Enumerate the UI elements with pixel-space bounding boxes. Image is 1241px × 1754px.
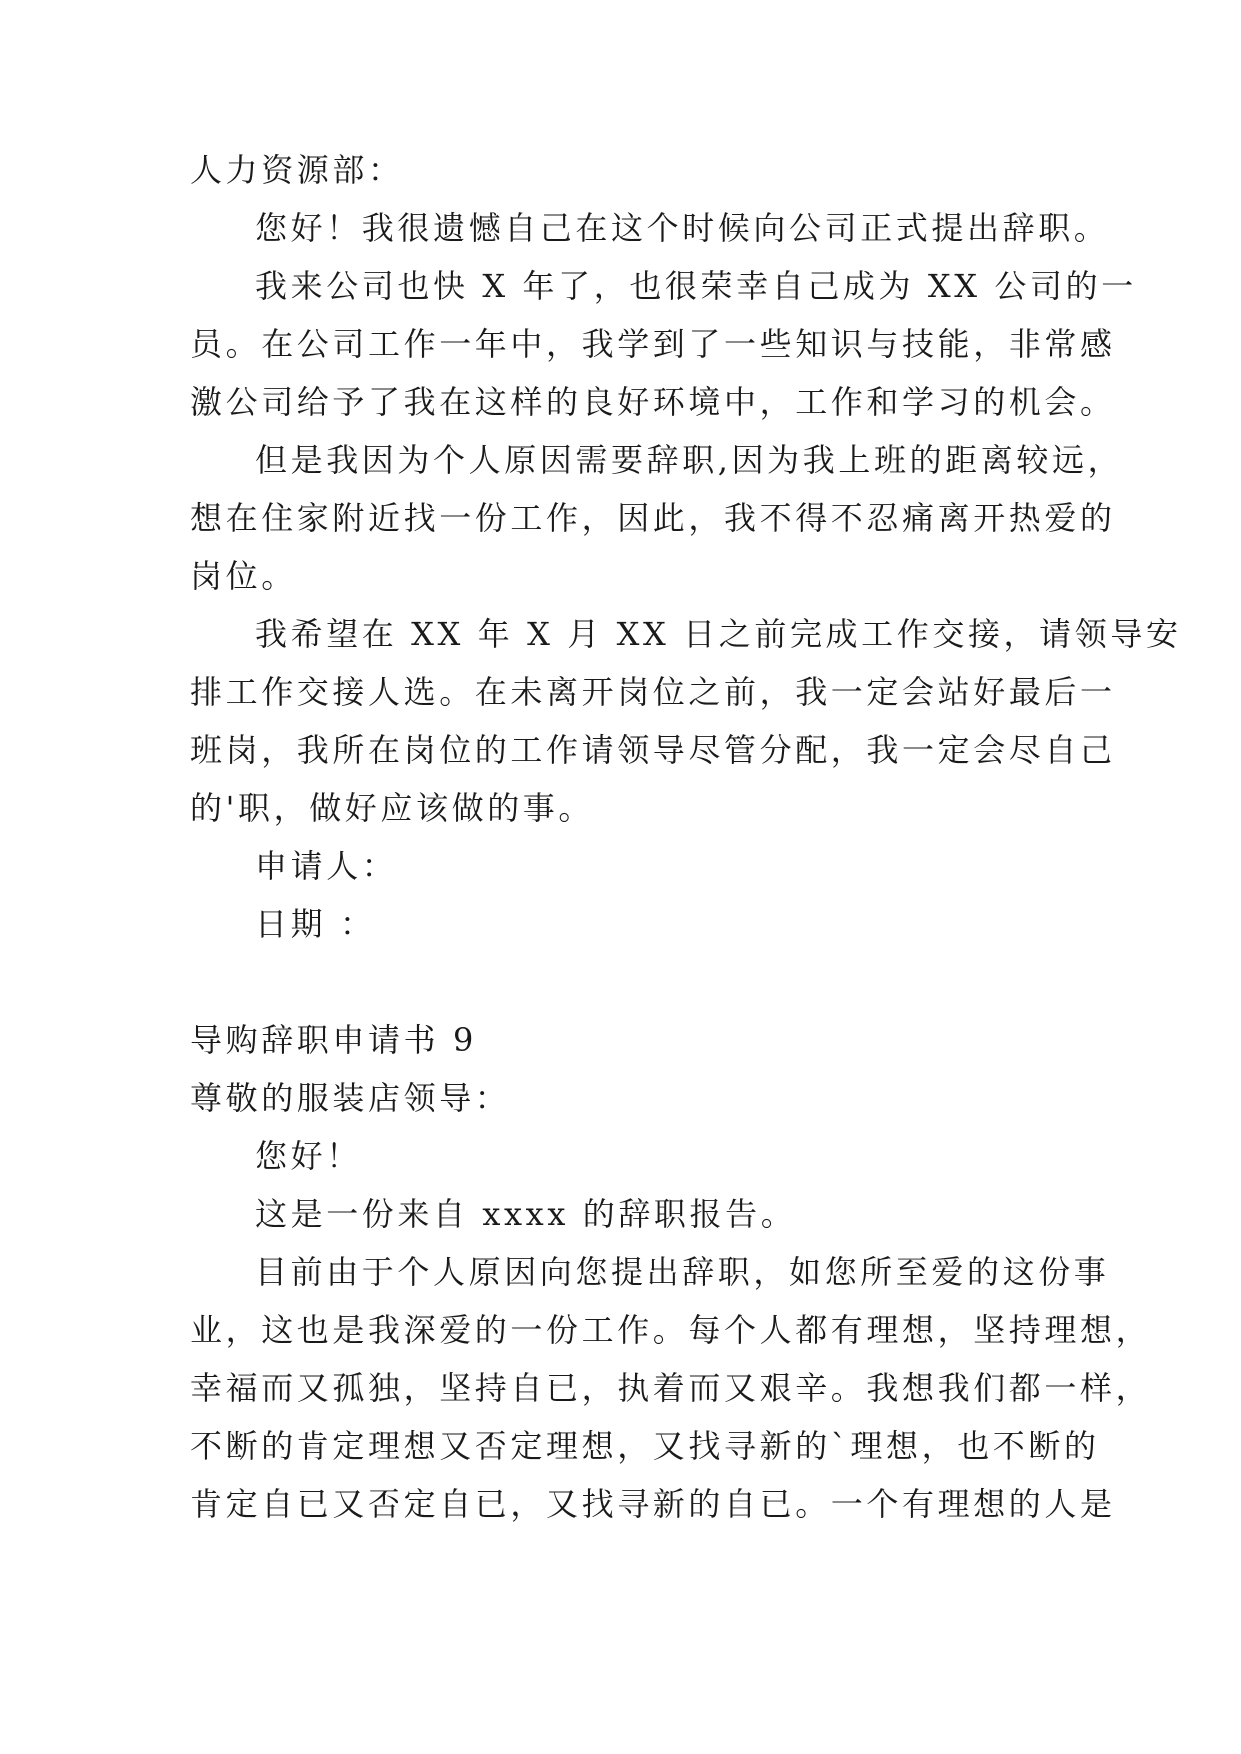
paragraph-line: 肯定自已又否定自已，又找寻新的自已。一个有理想的人是 — [190, 1485, 1116, 1523]
applicant-label: 申请人： — [255, 847, 398, 885]
paragraph-line: 我来公司也快 X 年了，也很荣幸自己成为 XX 公司的一 — [255, 267, 1137, 305]
paragraph-line: 的'职，做好应该做的事。 — [190, 789, 594, 827]
greeting-line: 您好！我很遗憾自己在这个时候向公司正式提出辞职。 — [255, 209, 1110, 247]
paragraph-line: 目前由于个人原因向您提出辞职，如您所至爱的这份事 — [255, 1253, 1110, 1291]
greeting-line: 您好！ — [255, 1137, 362, 1175]
addressee-store: 尊敬的服装店领导： — [190, 1079, 511, 1117]
paragraph-line: 幸福而又孤独，坚持自已，执着而又艰辛。我想我们都一样， — [190, 1369, 1152, 1407]
date-label: 日期 ： — [255, 905, 376, 943]
paragraph-line: 岗位。 — [190, 557, 297, 595]
paragraph-line: 班岗，我所在岗位的工作请领导尽管分配，我一定会尽自己 — [190, 731, 1116, 769]
paragraph-line: 但是我因为个人原因需要辞职,因为我上班的距离较远， — [255, 441, 1124, 479]
paragraph-line: 想在住家附近找一份工作，因此，我不得不忍痛离开热爱的 — [190, 499, 1116, 537]
paragraph-line: 激公司给予了我在这样的良好环境中，工作和学习的机会。 — [190, 383, 1116, 421]
section-title: 导购辞职申请书 9 — [190, 1021, 477, 1059]
paragraph-line: 我希望在 XX 年 X 月 XX 日之前完成工作交接，请领导安 — [255, 615, 1182, 653]
paragraph-line: 不断的肯定理想又否定理想，又找寻新的`理想，也不断的 — [190, 1427, 1100, 1465]
addressee-hr: 人力资源部： — [190, 151, 404, 189]
paragraph-line: 员。在公司工作一年中，我学到了一些知识与技能，非常感 — [190, 325, 1116, 363]
paragraph-line: 排工作交接人选。在未离开岗位之前，我一定会站好最后一 — [190, 673, 1116, 711]
paragraph-line: 业，这也是我深爱的一份工作。每个人都有理想，坚持理想， — [190, 1311, 1152, 1349]
intro-line: 这是一份来自 xxxx 的辞职报告。 — [255, 1195, 797, 1233]
